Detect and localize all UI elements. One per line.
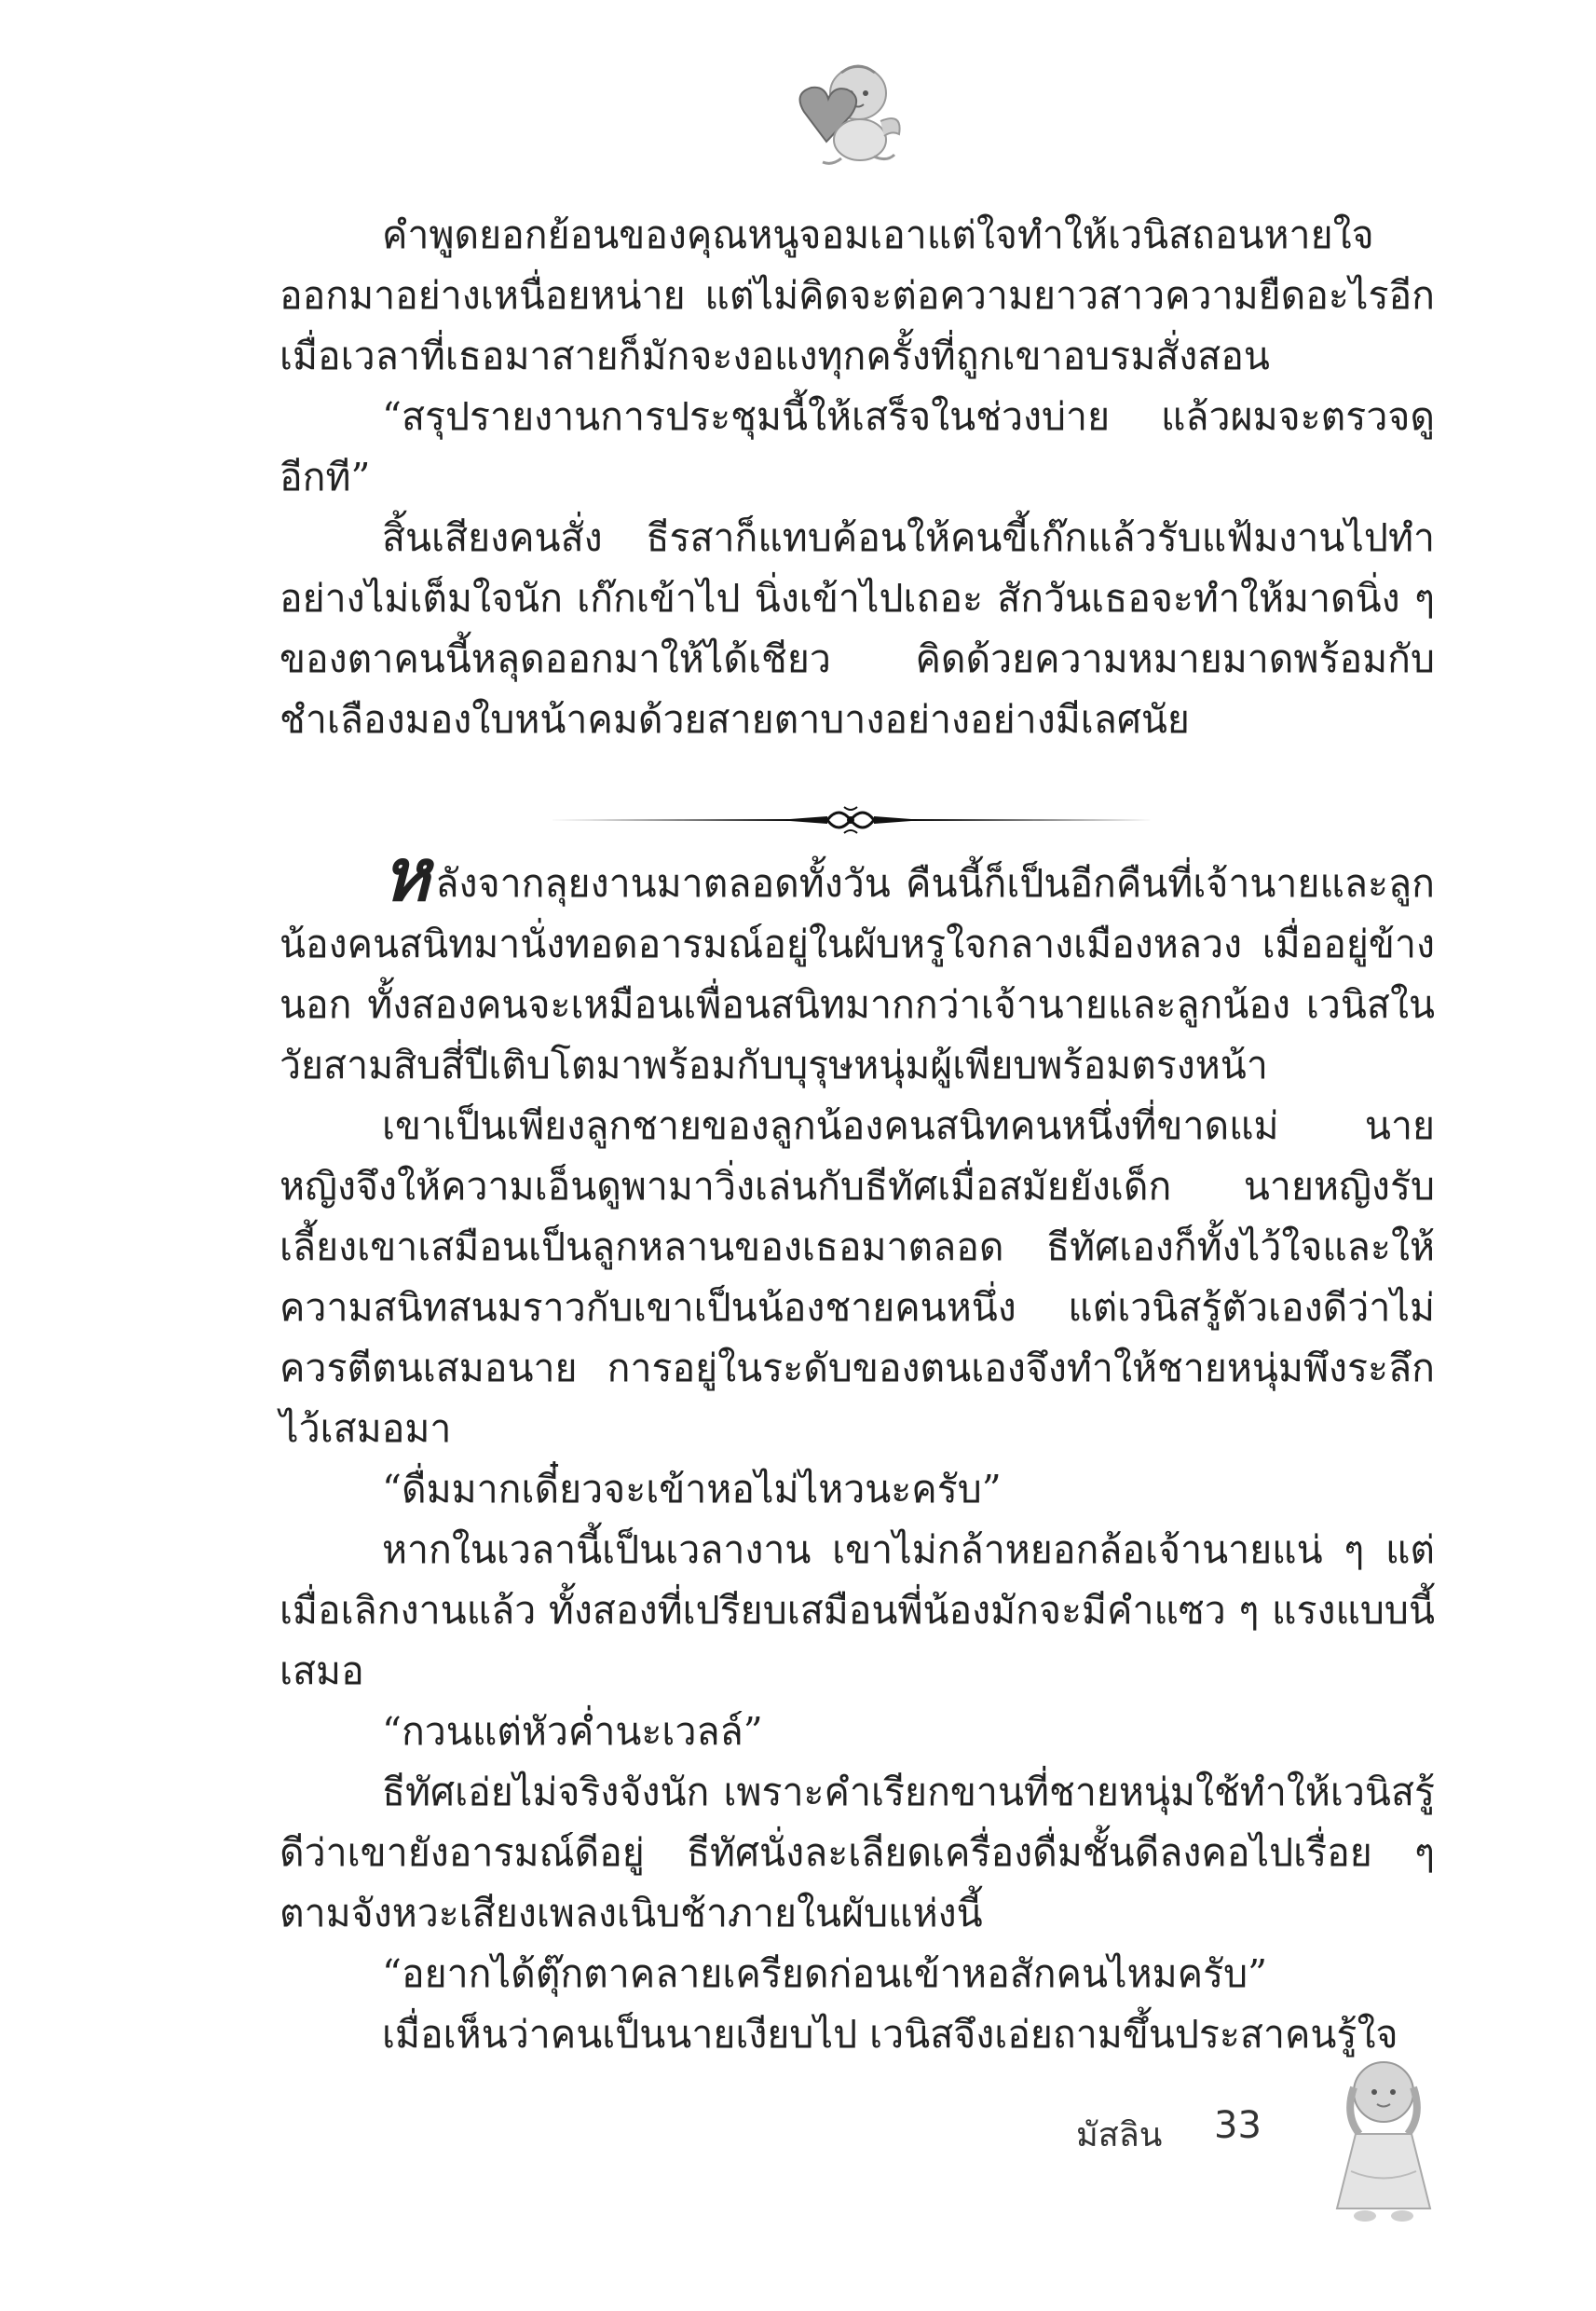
paragraph: เมื่อเห็นว่าคนเป็นนายเงียบไป เวนิสจึงเอ่ยถามขึ้นประสาคนรู้ใจ [382, 2012, 1398, 2057]
section-divider-ornament [548, 801, 1153, 839]
text-section-main [280, 833, 1435, 2065]
paragraph: “ดื่มมากเดี๋ยวจะเข้าหอไม่ไหวนะครับ” [382, 1467, 1002, 1511]
paragraph: เขาเป็นเพียงลูกชายของลูกน้องคนสนิทคนหนึ่งที่ขาดแม่ นายหญิงจึงให้ความเอ็นดูพามาวิ่งเล่นกับธีทัศเมื่อสมัยยังเด็ก นายหญิงรับเลี้ยงเขาเสมือนเป็นลูกหลานของเธอมาตลอด ธีทัศเองก็ทั้งไว้ใจและให้ความสนิทสนมราวกับเขาเป็นน้องชายคนหนึ่ง แต่เวนิสรู้ตัวเองดีว่าไม่ควรตีตนเสมอนาย การอยู่ในระดับของตนเองจึงทำให้ชายหนุ่มพึงระลึกไว้เสมอมา [280, 1103, 1435, 1451]
paragraph-with-drop-cap [280, 833, 1435, 1096]
page-number: 33 [1214, 2104, 1262, 2147]
paragraph: “อยากได้ตุ๊กตาคลายเครียดก่อนเข้าหอสักคนไหมครับ” [382, 1951, 1268, 1996]
paragraph: ธีทัศเอ่ยไม่จริงจังนัก เพราะคำเรียกขานที่ชายหนุ่มใช้ทำให้เวนิสรู้ดีว่าเขายังอารมณ์ดีอยู่ ธีทัศนั่งละเลียดเครื่องดื่มชั้นดีลงคอไปเรื่อย ๆ ตามจังหวะเสียงเพลงเนิบช้าภายในผับแห่งนี้ [280, 1770, 1435, 1935]
drop-cap: ห [382, 833, 430, 918]
paragraph: สิ้นเสียงคนสั่ง ธีรสาก็แทบค้อนให้คนขี้เก๊กแล้วรับแฟ้มงานไปทำอย่างไม่เต็มใจนัก เก๊กเข้าไป นิ่งเข้าไปเถอะ สักวันเธอจะทำให้มาดนิ่ง ๆ ของตาคนนี้หลุดออกมาให้ได้เชียว คิดด้วยความหมายมาดพร้อมกับชำเลืองมองใบหน้าคมด้วยสายตาบางอย่างอย่างมีเลศนัย [280, 515, 1435, 742]
paragraph: “สรุปรายงานการประชุมนี้ให้เสร็จในช่วงบ่าย แล้วผมจะตรวจดูอีกที” [280, 394, 1435, 499]
cupid-heart-icon [785, 56, 907, 172]
paragraph: หากในเวลานี้เป็นเวลางาน เขาไม่กล้าหยอกล้อเจ้านายแน่ ๆ แต่เมื่อเลิกงานแล้ว ทั้งสองที่เปรียบเสมือนพี่น้องมักจะมีคำแซว ๆ แรงแบบนี้เสมอ [280, 1527, 1435, 1693]
paragraph: คำพูดยอกย้อนของคุณหนูจอมเอาแต่ใจทำให้เวนิสถอนหายใจออกมาอย่างเหนื่อยหน่าย แต่ไม่คิดจะต่อความยาวสาวความยืดอะไรอีก เมื่อเวลาที่เธอมาสายก็มักจะงอแงทุกครั้งที่ถูกเขาอบรมสั่งสอน [280, 212, 1435, 378]
doll-icon [1323, 2050, 1444, 2227]
paragraph: “กวนแต่หัวค่ำนะเวลล์” [382, 1709, 763, 1754]
text-section-top [280, 205, 1435, 750]
paragraph-text: ลังจากลุยงานมาตลอดทั้งวัน คืนนี้ก็เป็นอีกคืนที่เจ้านายและลูกน้องคนสนิทมานั่งทอดอารมณ์อยู่ในผับหรูใจกลางเมืองหลวง เมื่ออยู่ข้างนอก ทั้งสองคนจะเหมือนเพื่อนสนิทมากกว่าเจ้านายและลูกน้อง เวนิสในวัยสามสิบสี่ปีเติบโตมาพร้อมกับบุรุษหนุ่มผู้เพียบพร้อมตรงหน้า [280, 861, 1435, 1087]
book-title-footer: มัสลิน [1076, 2116, 1163, 2154]
